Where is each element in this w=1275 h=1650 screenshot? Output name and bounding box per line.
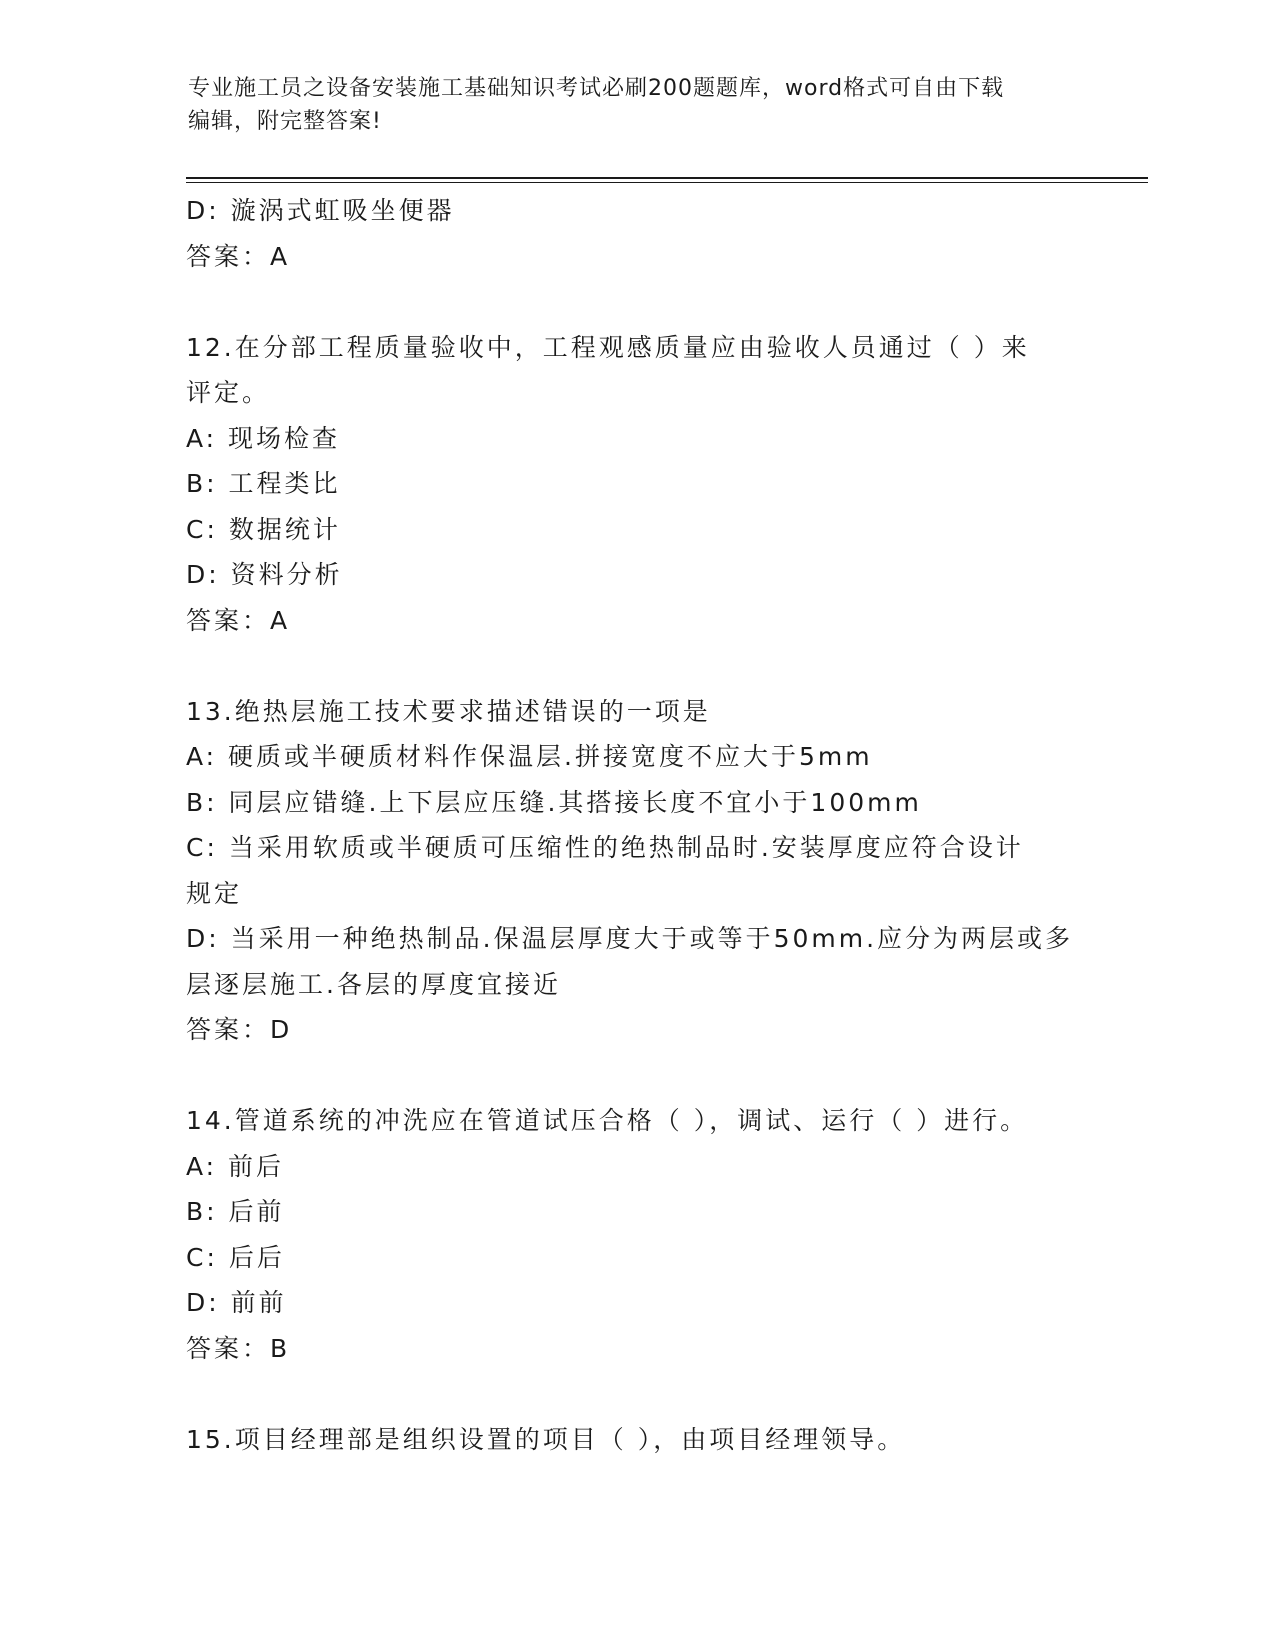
header-title-line-1: 专业施工员之设备安装施工基础知识考试必刷200题题库，word格式可自由下载 [188, 76, 1005, 101]
q13-option-b: B: 同层应错缝.上下层应压缝.其搭接长度不宜小于100mm [186, 787, 922, 817]
q12-option-d: D: 资料分析 [186, 560, 343, 589]
q12-stem-line-2: 评定。 [186, 378, 271, 407]
q12-option-b: B: 工程类比 [186, 469, 341, 498]
q13-option-d-line-2: 层逐层施工.各层的厚度宜接近 [186, 969, 561, 999]
q14-option-d: D: 前前 [186, 1288, 287, 1317]
q14-option-c: C: 后后 [186, 1242, 285, 1272]
q12-answer: 答案：A [186, 605, 291, 635]
q13-stem: 13.绝热层施工技术要求描述错误的一项是 [186, 696, 711, 726]
q14-stem: 14.管道系统的冲洗应在管道试压合格（ ），调试、运行（ ）进行。 [186, 1106, 1029, 1135]
question-12 [186, 325, 1126, 644]
question-15 [186, 1417, 1126, 1463]
q13-answer: 答案：D [186, 1015, 293, 1044]
q11-answer: 答案：A [186, 241, 291, 271]
q15-stem: 15.项目经理部是组织设置的项目（ ），由项目经理领导。 [186, 1424, 906, 1454]
q12-option-c: C: 数据统计 [186, 514, 341, 544]
question-spacer [186, 643, 1126, 689]
question-13 [186, 689, 1126, 1053]
question-14 [186, 1098, 1126, 1371]
document-header [188, 72, 1088, 138]
question-spacer [186, 279, 1126, 325]
q13-option-c-line-1: C: 当采用软质或半硬质可压缩性的绝热制品时.安装厚度应符合设计 [186, 833, 1024, 862]
question-list [186, 188, 1126, 1462]
q11-option-d: D: 漩涡式虹吸坐便器 [186, 196, 455, 225]
header-divider-thin [186, 182, 1148, 183]
question-spacer [186, 1371, 1126, 1417]
q14-answer: 答案：B [186, 1333, 291, 1363]
header-divider-thick [186, 177, 1148, 179]
q13-option-d-line-1: D: 当采用一种绝热制品.保温层厚度大于或等于50mm.应分为两层或多 [186, 924, 1074, 953]
q13-option-c-line-2: 规定 [186, 878, 243, 908]
q12-option-a: A: 现场检查 [186, 423, 341, 453]
q14-option-a: A: 前后 [186, 1151, 285, 1181]
q13-option-a: A: 硬质或半硬质材料作保温层.拼接宽度不应大于5mm [186, 742, 873, 771]
question-spacer [186, 1053, 1126, 1099]
q14-option-b: B: 后前 [186, 1197, 285, 1226]
q12-stem-line-1: 12.在分部工程质量验收中，工程观感质量应由验收人员通过（ ）来 [186, 332, 1030, 362]
header-title-line-2: 编辑，附完整答案! [188, 109, 382, 134]
question-11-tail [186, 188, 1126, 279]
